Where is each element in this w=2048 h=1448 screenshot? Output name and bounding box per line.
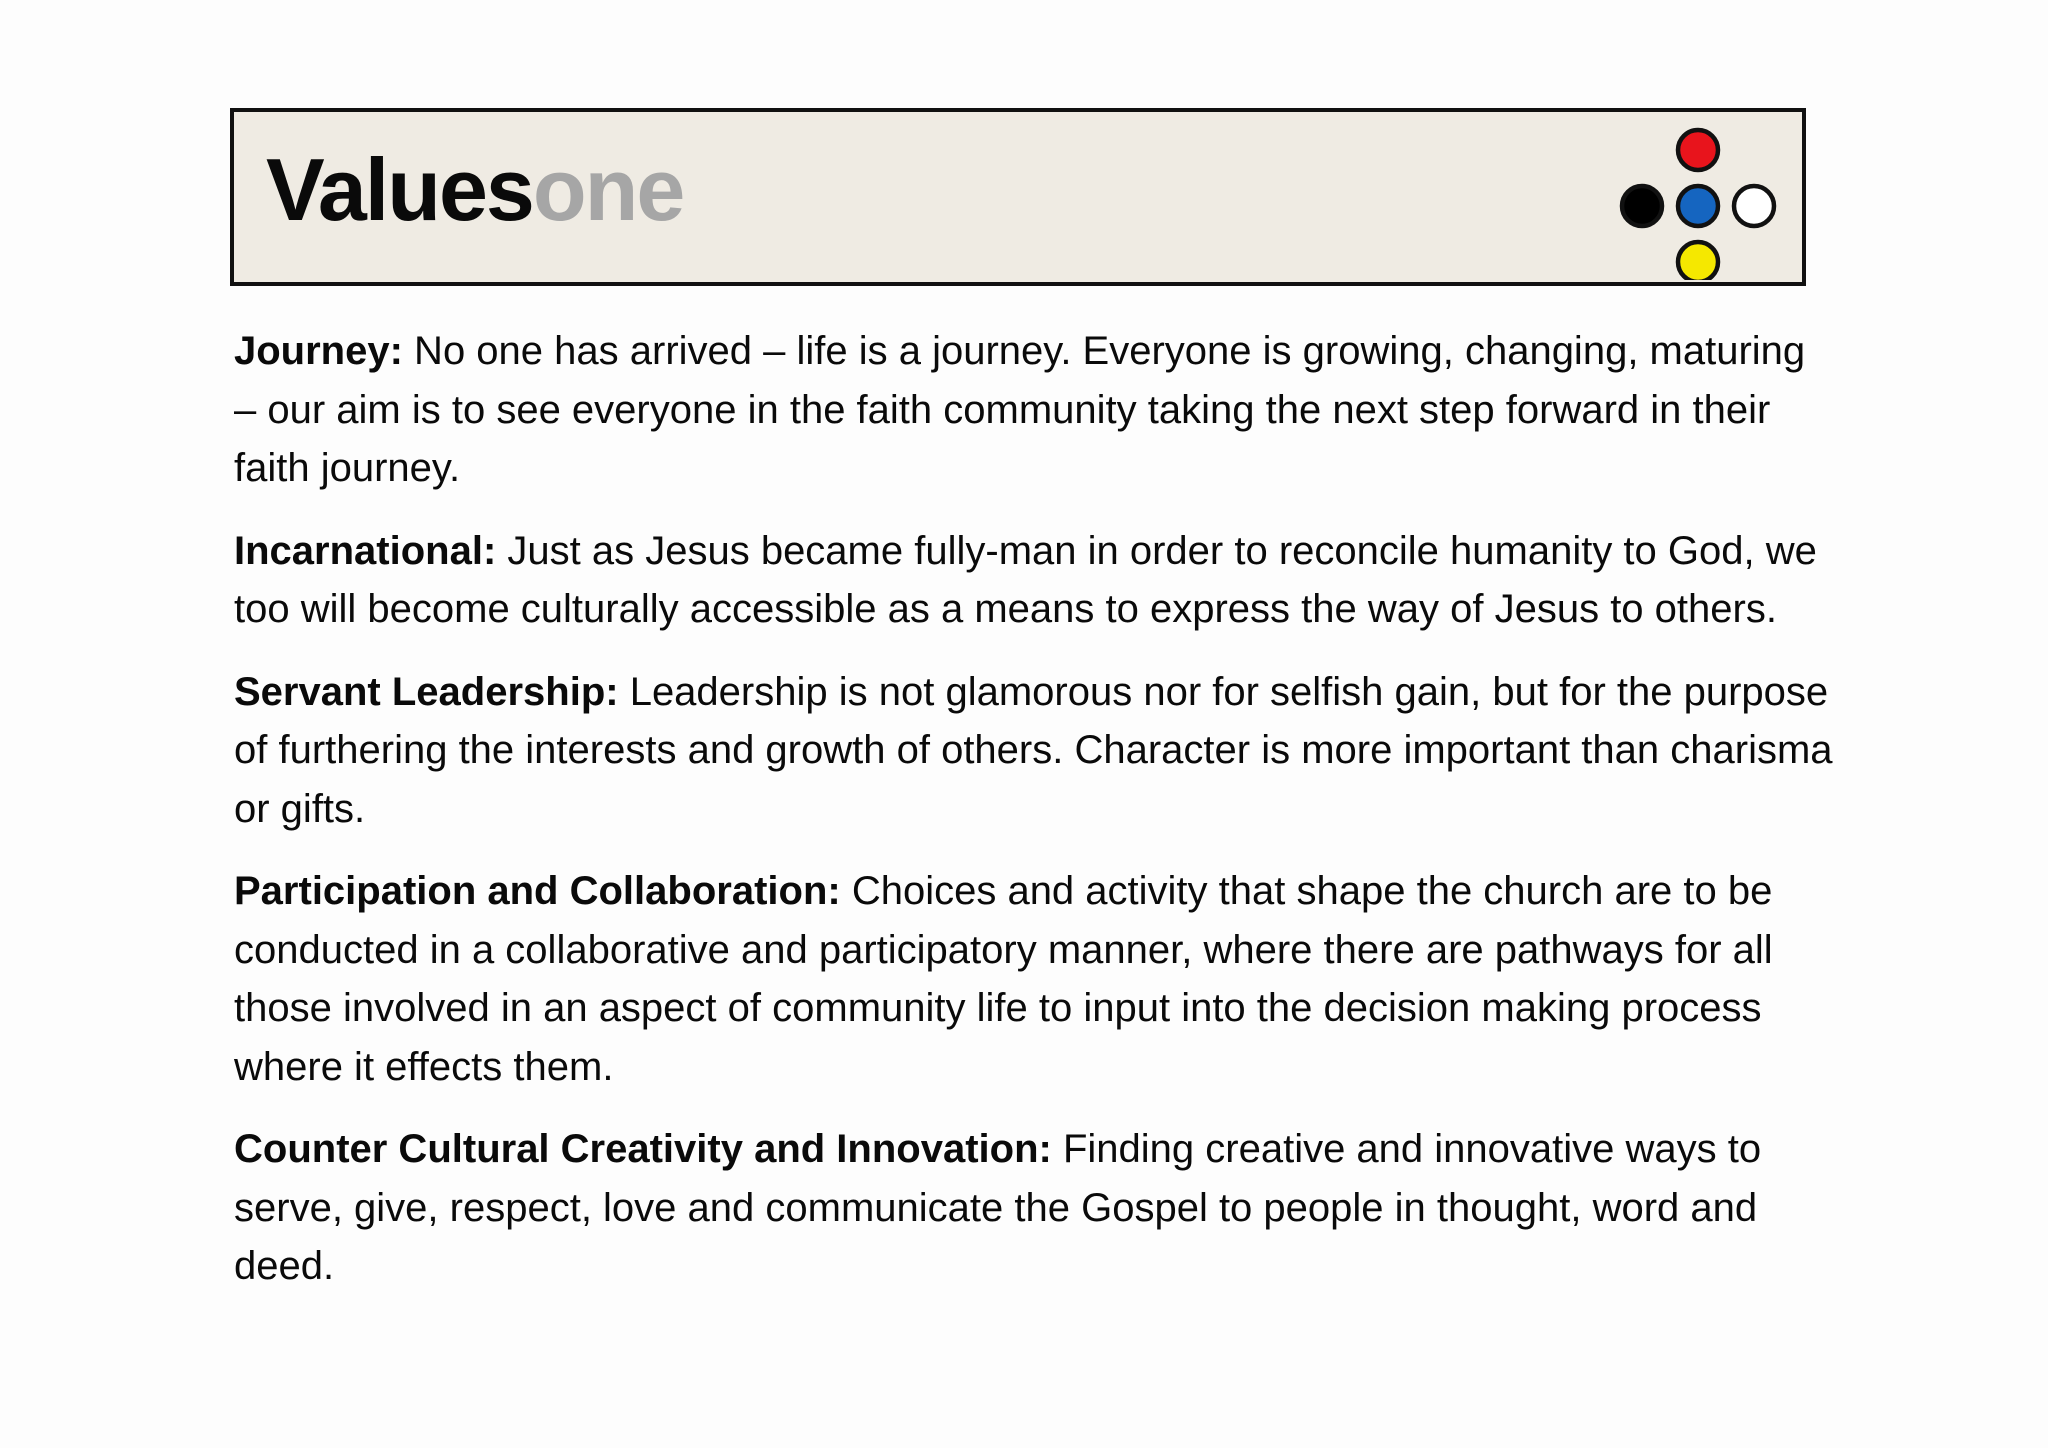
- value-text: Choices and activity that shape the church are to be conducted in a collaborative and participatory manner, where there are pathways for all those involved in an aspect of community life to input into the decision making process where it effects them.: [234, 869, 1773, 1089]
- logo-dot-top: [1678, 130, 1718, 170]
- title-light-part: one: [532, 140, 684, 239]
- value-text: Just as Jesus became fully-man in order to reconcile humanity to God, we too will become culturally accessible as a means to express the way of Jesus to others.: [234, 528, 1817, 631]
- values-list: [234, 322, 1834, 1320]
- five-dot-cross-logo-icon: [1608, 116, 1788, 280]
- value-item-servant-leadership: [234, 663, 1834, 839]
- value-term: Servant Leadership:: [234, 669, 619, 714]
- logo-dot-left: [1622, 186, 1662, 226]
- logo-dot-center: [1678, 186, 1718, 226]
- value-term: Incarnational:: [234, 528, 497, 573]
- value-term: Participation and Collaboration:: [234, 869, 841, 913]
- logo-dot-bottom: [1678, 242, 1718, 280]
- value-text: No one has arrived – life is a journey. Everyone is growing, changing, maturing – our aim is to see everyone in the faith community taking the next step forward in their faith journey.: [234, 329, 1806, 490]
- logo-dot-right: [1734, 186, 1774, 226]
- value-item-participation-collaboration: [234, 862, 1834, 1096]
- value-item-counter-cultural-creativity: [234, 1120, 1834, 1296]
- value-term: Journey:: [234, 329, 403, 373]
- value-item-journey: [234, 322, 1834, 498]
- value-text: Finding creative and innovative ways to serve, give, respect, love and communicate the Gospel to people in thought, word and deed.: [234, 1127, 1762, 1288]
- page-title: [266, 130, 683, 250]
- value-item-incarnational: [234, 522, 1834, 639]
- title-bold-part: Values: [266, 140, 533, 239]
- title-banner: [230, 108, 1806, 286]
- value-text: Leadership is not glamorous nor for selfish gain, but for the purpose of furthering the interests and growth of others. Character is more important than charisma or gifts.: [234, 669, 1833, 831]
- value-term: Counter Cultural Creativity and Innovation:: [234, 1127, 1052, 1171]
